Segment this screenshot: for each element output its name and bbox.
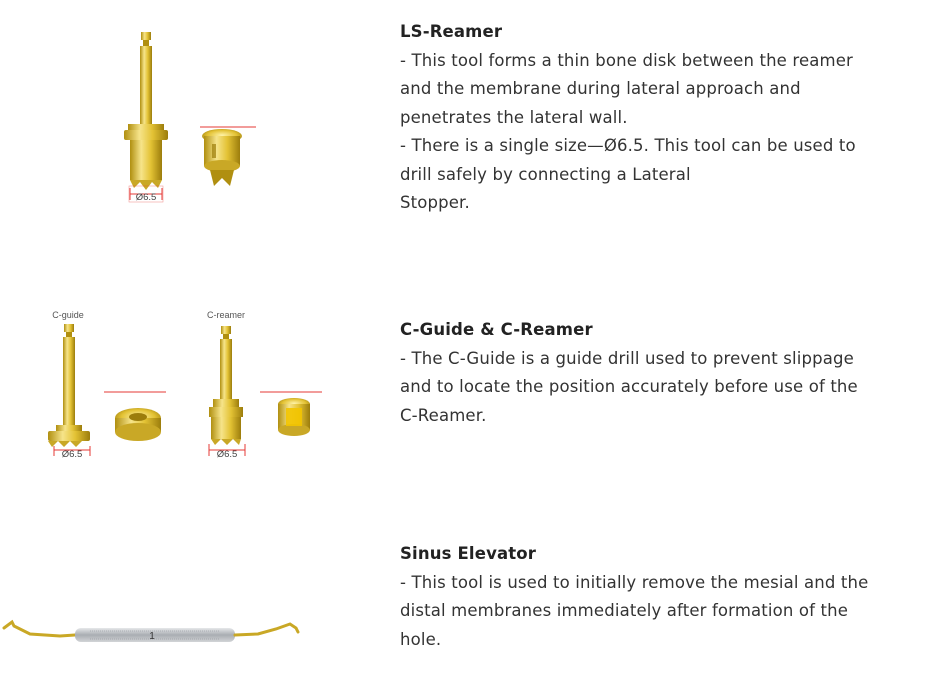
- c-guide-shank-tip: [64, 324, 74, 332]
- reamer-teeth: [130, 180, 162, 190]
- reamer-body: [130, 140, 162, 180]
- elevator-handle: [75, 628, 235, 642]
- c-guide-line-3: C-Reamer.: [400, 405, 487, 425]
- ls-reamer-line-2: and the membrane during lateral approach and: [400, 79, 801, 98]
- c-guide-head: [48, 431, 90, 441]
- section-sinus-elevator: [0, 530, 937, 680]
- c-reamer-notch: [223, 334, 229, 339]
- ls-reamer-line-6: Stopper.: [400, 193, 470, 212]
- c-reamer-teeth: [211, 439, 241, 445]
- c-guide-caption: C-guide: [52, 310, 84, 320]
- c-reamer-flange: [209, 407, 243, 417]
- c-guide-side-view: [48, 310, 90, 460]
- sinus-elevator-line-1: - This tool is used to initially remove the mesial and the: [400, 572, 869, 592]
- c-reamer-side-view: [207, 310, 245, 460]
- sinus-elevator-description: [400, 540, 920, 654]
- c-guide-c-reamer-figure: [0, 290, 380, 490]
- c-reamer-dimension-label: Ø6.5: [216, 449, 238, 460]
- sinus-elevator-line-3: hole.: [400, 629, 442, 649]
- c-reamer-shaft: [220, 339, 232, 399]
- c-reamer-head-cavity: [286, 408, 302, 426]
- c-guide-line-2: and to locate the position accurately before use of the: [400, 377, 858, 396]
- c-guide-head-hole: [129, 413, 147, 421]
- reamer-collar: [128, 124, 164, 130]
- c-guide-title: C-Guide & C-Reamer: [400, 320, 593, 339]
- ls-reamer-line-3: penetrates the lateral wall.: [400, 107, 628, 127]
- c-reamer-caption: C-reamer: [206, 310, 246, 320]
- sinus-elevator-line-2: distal membranes immediately after formation of the: [400, 601, 849, 620]
- c-guide-shaft: [63, 337, 75, 425]
- ls-reamer-title: LS-Reamer: [400, 22, 503, 41]
- elevator-left-tip: [4, 622, 75, 636]
- c-reamer-collar: [213, 399, 239, 407]
- c-guide-description: [400, 316, 920, 430]
- c-guide-dimension-label: Ø6.5: [61, 449, 83, 460]
- ls-reamer-dimension-label: Ø6.5: [135, 192, 157, 203]
- c-guide-line-1: - The C-Guide is a guide drill used to prevent slippage: [400, 348, 854, 368]
- c-reamer-head-view: [260, 392, 322, 436]
- c-guide-notch: [66, 332, 72, 337]
- sinus-elevator-title: Sinus Elevator: [400, 544, 537, 563]
- reamer-shaft: [140, 46, 152, 124]
- ls-reamer-line-5: drill safely by connecting a Lateral: [400, 164, 691, 184]
- reamer-flange: [124, 130, 168, 140]
- ls-reamer-side-view: [124, 32, 168, 203]
- elevator-handle-number: 1: [149, 631, 155, 642]
- sinus-elevator-instrument: [4, 622, 298, 642]
- section-ls-reamer: [0, 0, 937, 240]
- c-reamer-body: [211, 417, 241, 439]
- sinus-elevator-figure: [0, 530, 380, 680]
- tip-flute: [212, 144, 216, 158]
- shank-tip: [141, 32, 151, 40]
- c-guide-collar: [56, 425, 82, 431]
- ls-reamer-tip-view: [200, 127, 256, 186]
- ls-reamer-description: [400, 18, 920, 218]
- tip-teeth: [210, 170, 234, 186]
- ls-reamer-line-1: - This tool forms a thin bone disk between the reamer: [400, 50, 853, 70]
- elevator-right-tip: [235, 624, 298, 635]
- c-guide-head-view: [104, 392, 166, 441]
- c-guide-head-bottom: [115, 423, 161, 441]
- ls-reamer-figure: [0, 0, 380, 240]
- ls-reamer-line-4: - There is a single size—Ø6.5. This tool can be used to: [400, 136, 856, 155]
- section-c-guide-c-reamer: [0, 290, 937, 490]
- c-reamer-shank-tip: [221, 326, 231, 334]
- shank-notch: [143, 40, 149, 46]
